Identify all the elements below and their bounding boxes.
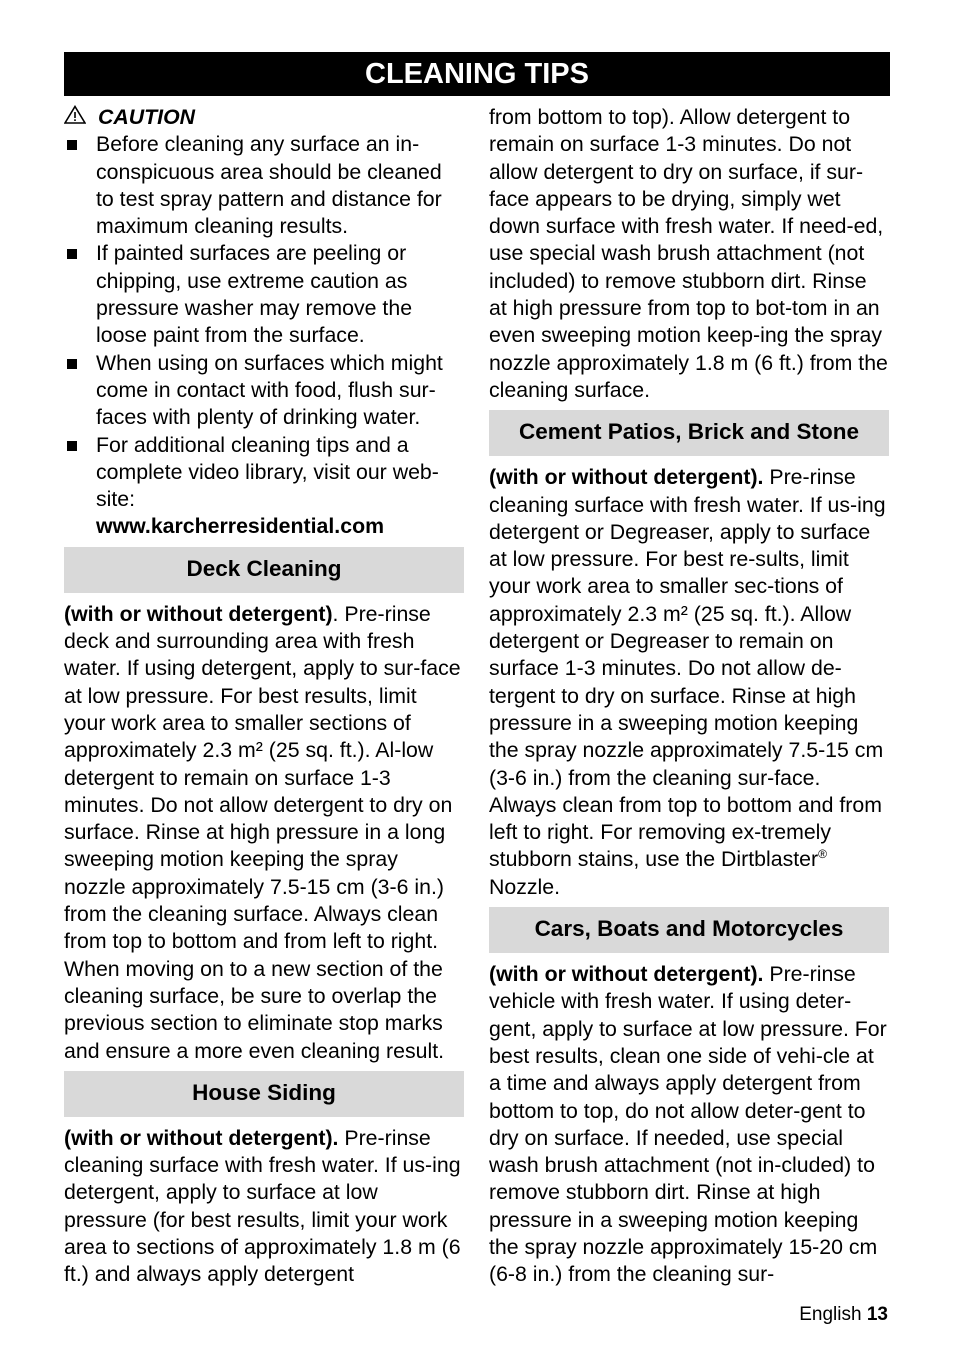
section-lead: (with or without detergent). [489, 962, 764, 987]
section-heading-house-siding: House Siding [64, 1071, 464, 1117]
website-link[interactable]: www.karcherresidential.com [96, 514, 385, 539]
registered-mark: ® [818, 847, 827, 862]
section-heading-deck-cleaning: Deck Cleaning [64, 547, 464, 593]
list-item: Before cleaning any surface an in-conspicuous area should be cleaned to test spray pattern and distance for maximum cleaning results. [64, 131, 464, 240]
section-lead: (with or without detergent). [489, 465, 764, 490]
section-lead: (with or without detergent). [64, 1125, 339, 1150]
warning-triangle-icon [64, 104, 86, 131]
list-item: When using on surfaces which might come in contact with food, flush sur-faces with plenty of drinking water. [64, 350, 464, 432]
section-body: Pre-rinse cleaning surface with fresh water. If us-ing detergent or Degreaser, apply to surface at low pressure. For best re-sults, limit your work area to smaller sec-tions of approximately 2.3 m² (25 sq. ft.). Allow detergent or Degreaser to remain on surface 1-3 minutes. Do not allow de-tergent to dry on surface. Rinse at high pressure in a sweeping motion keeping the spray nozzle approximately 7.5-15 cm (3-6 in.) from the cleaning sur-face. Always clean from top to bottom and from left to right. For removing ex-tremely stubborn stains, use the Dirtblaster [489, 465, 886, 872]
caution-label: CAUTION [98, 105, 196, 129]
list-item: For additional cleaning tips and a complete video library, visit our web-site: [64, 432, 464, 514]
footer-language: English [799, 1304, 862, 1325]
right-column [489, 104, 889, 1289]
section-body: Pre-rinse cleaning surface with fresh water. If us-ing detergent, apply to surface at low pressure (for best results, limit your work area to sections of approximately 1.8 m (6 ft.) and always apply detergent [64, 1125, 461, 1287]
page-number: 13 [866, 1304, 888, 1325]
caution-heading [64, 104, 464, 131]
section-tail: Nozzle. [489, 874, 561, 899]
caution-list [64, 131, 464, 513]
deck-cleaning-text [64, 601, 464, 1065]
section-body: . Pre-rinse deck and surrounding area with fresh water. If using detergent, apply to sur-face at low pressure. For best results, limit your work area to smaller sections of approximately 2.3 m² (25 sq. ft.). Al-low detergent to remain on surface 1-3 minutes. Do not allow detergent to dry on surface. Rinse at high pressure in a long sweeping motion keeping the spray nozzle approximately 7.5-15 cm (3-6 in.) from the cleaning surface. Always clean from top to bottom and from left to right. When moving on to a new section of the cleaning surface, be sure to overlap the previous section to eliminate stop marks and ensure a more even cleaning result. [64, 601, 461, 1063]
house-siding-text [64, 1125, 464, 1289]
cement-patios-text [489, 464, 889, 901]
section-heading-cement-patios: Cement Patios, Brick and Stone [489, 410, 889, 456]
page-title: CLEANING TIPS [64, 52, 890, 96]
house-siding-continuation: from bottom to top). Allow detergent to remain on surface 1-3 minutes. Do not allow detergent to dry on surface, if sur-face appears to be drying, simply wet down surface with fresh water. If need-ed, use special wash brush attachment (not included) to remove stubborn dirt. Rinse at high pressure from top to bot-tom in an even sweeping motion keep-ing the spray nozzle approximately 1.8 m (6 ft.) from the cleaning surface. [489, 105, 888, 402]
section-lead: (with or without detergent) [64, 601, 333, 626]
section-body: Pre-rinse vehicle with fresh water. If using deter-gent, apply to surface at low pressure. For best results, clean one side of vehi-cle at a time and always apply detergent from bottom to top, do not allow deter-gent to dry on surface. If needed, use special wash brush attachment (not in-cluded) to remove stubborn dirt. Rinse at high pressure in a sweeping motion keeping the spray nozzle approximately 15-20 cm (6-8 in.) from the cleaning sur- [489, 962, 887, 1287]
cars-boats-text [489, 961, 889, 1289]
page-footer [799, 1302, 888, 1328]
list-item: If painted surfaces are peeling or chipping, use extreme caution as pressure washer may remove the loose paint from the surface. [64, 240, 464, 349]
left-column [64, 104, 464, 1289]
section-heading-cars-boats: Cars, Boats and Motorcycles [489, 907, 889, 953]
